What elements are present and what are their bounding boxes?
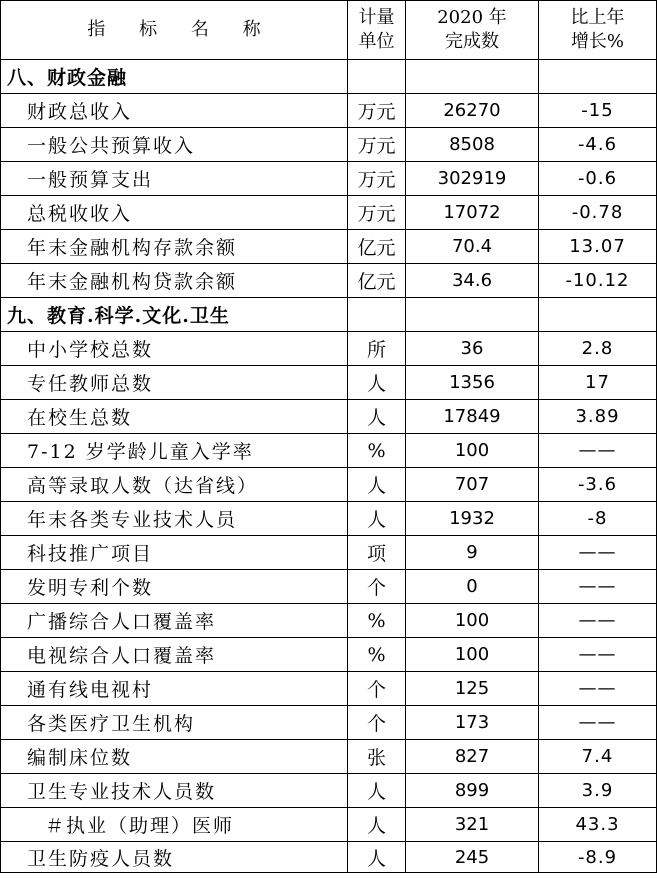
table-row [1, 94, 657, 128]
indicator-name: 卫生防疫人员数 [1, 842, 348, 873]
indicator-name: 电视综合人口覆盖率 [1, 638, 348, 672]
change-cell: —— [539, 536, 657, 570]
header-indicator-name-text: 指 标 名 称 [87, 19, 275, 40]
value-cell: 34.6 [406, 264, 539, 298]
indicator-name: 高等录取人数（达省线） [1, 468, 348, 502]
section-title: 九、教育.科学.文化.卫生 [1, 298, 348, 332]
change-cell: —— [539, 570, 657, 604]
change-cell: —— [539, 706, 657, 740]
indicator-name: 通有线电视村 [1, 672, 348, 706]
table-row [1, 468, 657, 502]
change-cell: -3.6 [539, 468, 657, 502]
unit-cell: 人 [348, 468, 406, 502]
indicator-name: 广播综合人口覆盖率 [1, 604, 348, 638]
table-row [1, 842, 657, 873]
unit-cell: 个 [348, 706, 406, 740]
value-cell: 1356 [406, 366, 539, 400]
unit-cell: 人 [348, 366, 406, 400]
value-cell: 100 [406, 434, 539, 468]
header-unit-line2: 单位 [358, 31, 395, 52]
indicator-name: ＃执业（助理）医师 [1, 808, 348, 842]
value-cell [406, 60, 539, 94]
unit-cell: 人 [348, 808, 406, 842]
header-value [406, 1, 539, 60]
value-cell: 17849 [406, 400, 539, 434]
value-cell: 8508 [406, 128, 539, 162]
table-row [1, 366, 657, 400]
header-row [1, 1, 657, 60]
unit-cell: 个 [348, 672, 406, 706]
change-cell: -8.9 [539, 842, 657, 873]
change-cell: 3.89 [539, 400, 657, 434]
change-cell: 2.8 [539, 332, 657, 366]
indicator-name: 年末金融机构存款余额 [1, 230, 348, 264]
change-cell: 17 [539, 366, 657, 400]
value-cell: 125 [406, 672, 539, 706]
indicator-name: 财政总收入 [1, 94, 348, 128]
header-unit-line1: 计量 [358, 7, 395, 28]
header-change [539, 1, 657, 60]
change-cell: 43.3 [539, 808, 657, 842]
value-cell: 707 [406, 468, 539, 502]
value-cell: 302919 [406, 162, 539, 196]
value-cell: 321 [406, 808, 539, 842]
indicator-name: 年末各类专业技术人员 [1, 502, 348, 536]
header-value-line2: 完成数 [445, 31, 499, 52]
indicator-name: 年末金融机构贷款余额 [1, 264, 348, 298]
value-cell: 9 [406, 536, 539, 570]
value-cell: 70.4 [406, 230, 539, 264]
table-row [1, 264, 657, 298]
value-cell: 245 [406, 842, 539, 873]
unit-cell: % [348, 434, 406, 468]
indicator-name: 卫生专业技术人员数 [1, 774, 348, 808]
header-value-line1: 2020 年 [437, 7, 507, 28]
unit-cell: 人 [348, 502, 406, 536]
table-row [1, 774, 657, 808]
value-cell: 100 [406, 638, 539, 672]
change-cell [539, 298, 657, 332]
indicator-name: 7-12 岁学龄儿童入学率 [1, 434, 348, 468]
change-cell: -15 [539, 94, 657, 128]
change-cell: 13.07 [539, 230, 657, 264]
unit-cell: 人 [348, 842, 406, 873]
change-cell: —— [539, 604, 657, 638]
indicator-name: 编制床位数 [1, 740, 348, 774]
value-cell: 26270 [406, 94, 539, 128]
unit-cell: % [348, 638, 406, 672]
table-row [1, 570, 657, 604]
unit-cell: 亿元 [348, 264, 406, 298]
table-row [1, 400, 657, 434]
value-cell: 17072 [406, 196, 539, 230]
table-row [1, 162, 657, 196]
value-cell: 899 [406, 774, 539, 808]
header-change-line1: 比上年 [570, 7, 625, 28]
change-cell: -4.6 [539, 128, 657, 162]
header-unit [348, 1, 406, 60]
unit-cell [348, 60, 406, 94]
indicator-name: 科技推广项目 [1, 536, 348, 570]
change-cell: -10.12 [539, 264, 657, 298]
change-cell: -0.6 [539, 162, 657, 196]
indicator-name: 各类医疗卫生机构 [1, 706, 348, 740]
indicator-name: 在校生总数 [1, 400, 348, 434]
value-cell: 0 [406, 570, 539, 604]
value-cell: 36 [406, 332, 539, 366]
header-change-line2: 增长% [570, 31, 625, 52]
section-row [1, 60, 657, 94]
table-row [1, 128, 657, 162]
table-row [1, 536, 657, 570]
unit-cell: 亿元 [348, 230, 406, 264]
table-row [1, 604, 657, 638]
unit-cell: 张 [348, 740, 406, 774]
table-row [1, 502, 657, 536]
unit-cell [348, 298, 406, 332]
change-cell: —— [539, 434, 657, 468]
section-row [1, 298, 657, 332]
indicator-name: 总税收收入 [1, 196, 348, 230]
change-cell: -0.78 [539, 196, 657, 230]
table-row [1, 196, 657, 230]
table-row [1, 706, 657, 740]
unit-cell: 人 [348, 774, 406, 808]
unit-cell: 项 [348, 536, 406, 570]
value-cell: 173 [406, 706, 539, 740]
indicator-name: 中小学校总数 [1, 332, 348, 366]
table-row [1, 808, 657, 842]
section-title: 八、财政金融 [1, 60, 348, 94]
table-header [1, 1, 657, 60]
table-row [1, 672, 657, 706]
value-cell: 1932 [406, 502, 539, 536]
unit-cell: 万元 [348, 128, 406, 162]
change-cell: 3.9 [539, 774, 657, 808]
unit-cell: 万元 [348, 162, 406, 196]
change-cell: -8 [539, 502, 657, 536]
table-row [1, 740, 657, 774]
table-row [1, 638, 657, 672]
unit-cell: 人 [348, 400, 406, 434]
change-cell: 7.4 [539, 740, 657, 774]
indicator-name: 发明专利个数 [1, 570, 348, 604]
table-row [1, 434, 657, 468]
table-body [1, 60, 657, 873]
indicator-name: 一般公共预算收入 [1, 128, 348, 162]
header-indicator-name [1, 1, 348, 60]
change-cell [539, 60, 657, 94]
value-cell [406, 298, 539, 332]
table-row [1, 230, 657, 264]
unit-cell: 万元 [348, 94, 406, 128]
unit-cell: 万元 [348, 196, 406, 230]
indicator-name: 一般预算支出 [1, 162, 348, 196]
table-row [1, 332, 657, 366]
value-cell: 827 [406, 740, 539, 774]
unit-cell: 所 [348, 332, 406, 366]
change-cell: —— [539, 672, 657, 706]
change-cell: —— [539, 638, 657, 672]
unit-cell: % [348, 604, 406, 638]
indicator-name: 专任教师总数 [1, 366, 348, 400]
unit-cell: 个 [348, 570, 406, 604]
value-cell: 100 [406, 604, 539, 638]
